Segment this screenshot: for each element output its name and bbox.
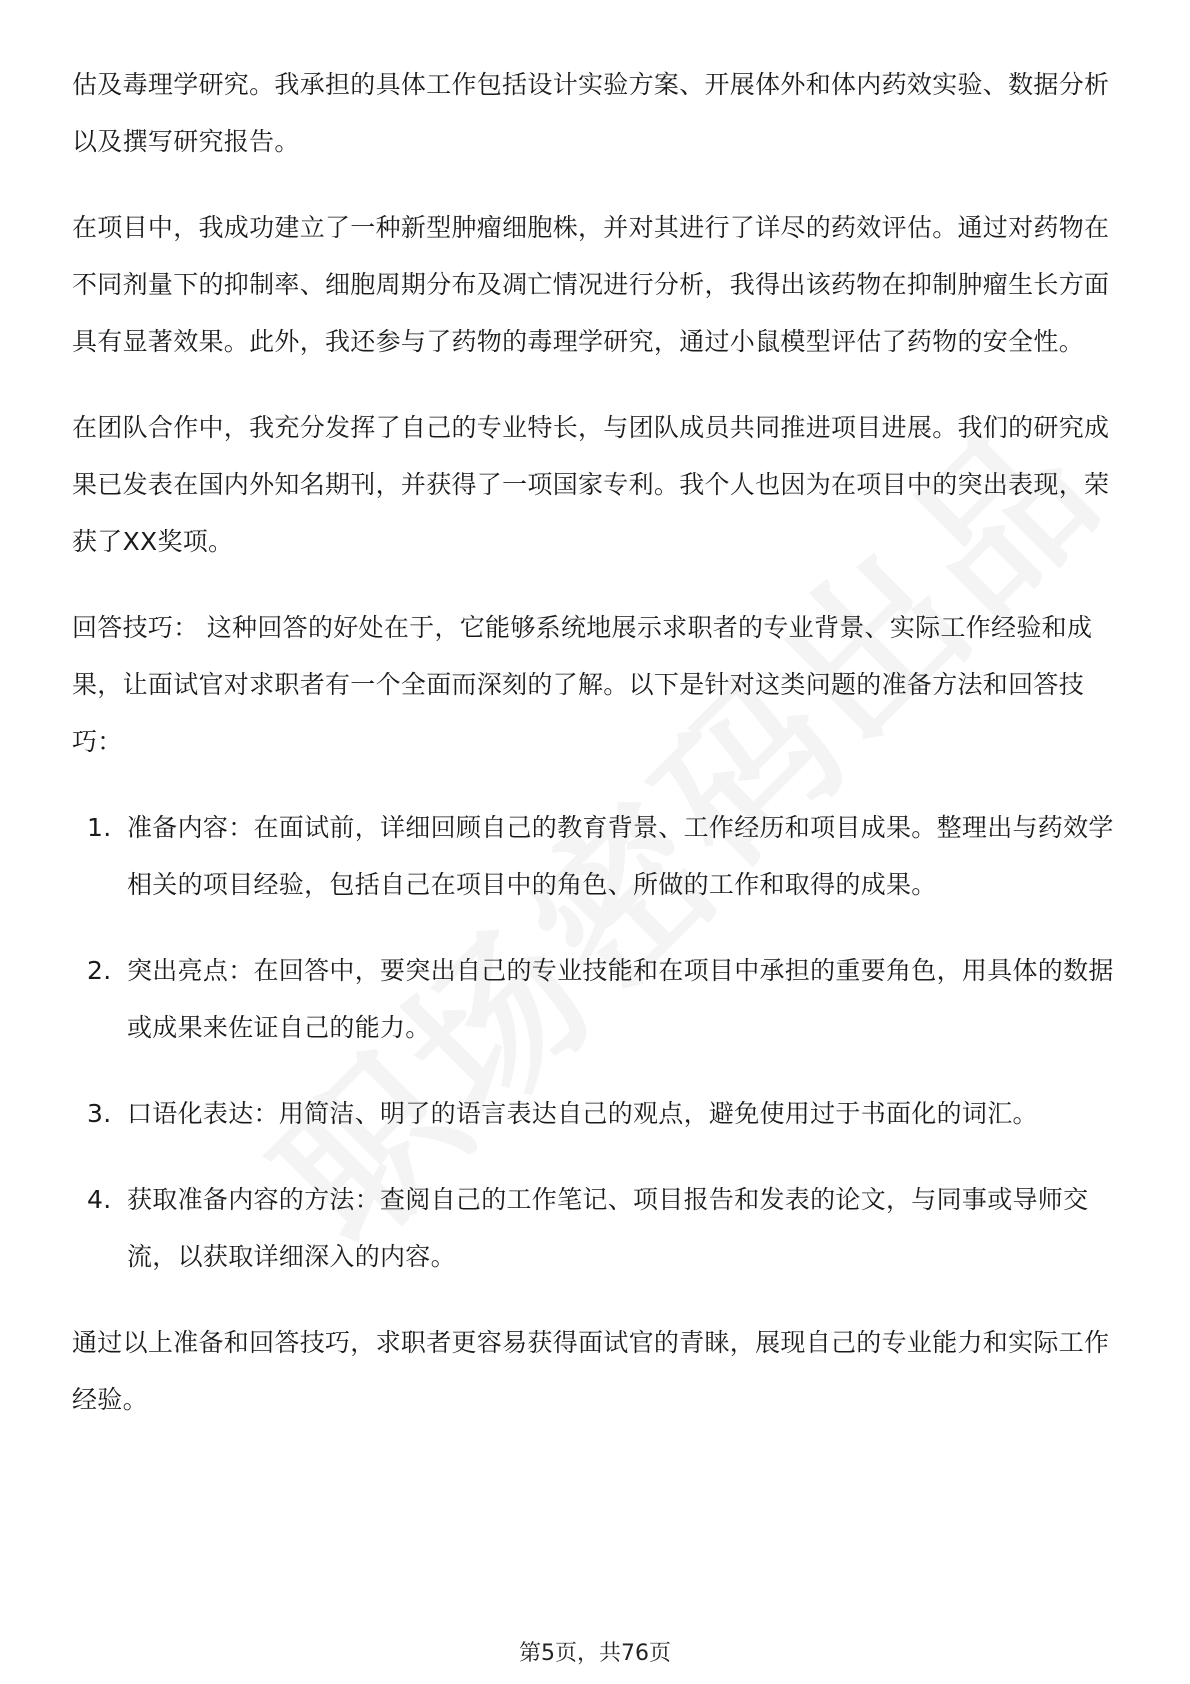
list-item [72,1085,1122,1142]
paragraph-work-duties: 估及毒理学研究。我承担的具体工作包括设计实验方案、开展体外和体内药效实验、数据分析以及撰写研究报告。 [72,70,1110,156]
list-number: 4. [87,1185,112,1214]
tips-list [72,799,1122,1285]
page-number-footer: 第5页，共76页 [519,1641,671,1666]
list-item-text: 获取准备内容的方法：查阅自己的工作笔记、项目报告和发表的论文，与同事或导师交流，以获取详细深入的内容。 [127,1185,1089,1271]
page-content [72,56,1122,1457]
paragraph-conclusion: 通过以上准备和回答技巧，求职者更容易获得面试官的青睐，展现自己的专业能力和实际工作经验。 [72,1328,1110,1414]
list-item [72,799,1122,913]
list-number: 2. [87,956,112,985]
paragraph-teamwork: 在团队合作中，我充分发挥了自己的专业特长，与团队成员共同推进项目进展。我们的研究成果已发表在国内外知名期刊，并获得了一项国家专利。我个人也因为在项目中的突出表现，荣获了XX奖项。 [72,413,1110,556]
paragraph-project-results: 在项目中，我成功建立了一种新型肿瘤细胞株，并对其进行了详尽的药效评估。通过对药物在不同剂量下的抑制率、细胞周期分布及凋亡情况进行分析，我得出该药物在抑制肿瘤生长方面具有显著效果。此外，我还参与了药物的毒理学研究，通过小鼠模型评估了药物的安全性。 [72,213,1110,356]
list-number: 1. [87,813,112,842]
list-number: 3. [87,1099,112,1128]
paragraph-answer-tips: 回答技巧： 这种回答的好处在于，它能够系统地展示求职者的专业背景、实际工作经验和成果，让面试官对求职者有一个全面而深刻的了解。以下是针对这类问题的准备方法和回答技巧： [72,613,1093,756]
list-item-text: 突出亮点：在回答中，要突出自己的专业技能和在项目中承担的重要角色，用具体的数据或成果来佐证自己的能力。 [127,956,1114,1042]
list-item [72,942,1122,1056]
list-item-text: 口语化表达：用简洁、明了的语言表达自己的观点，避免使用过于书面化的词汇。 [127,1099,1038,1128]
list-item [72,1171,1122,1285]
list-item-text: 准备内容：在面试前，详细回顾自己的教育背景、工作经历和项目成果。整理出与药效学相关的项目经验，包括自己在项目中的角色、所做的工作和取得的成果。 [127,813,1114,899]
